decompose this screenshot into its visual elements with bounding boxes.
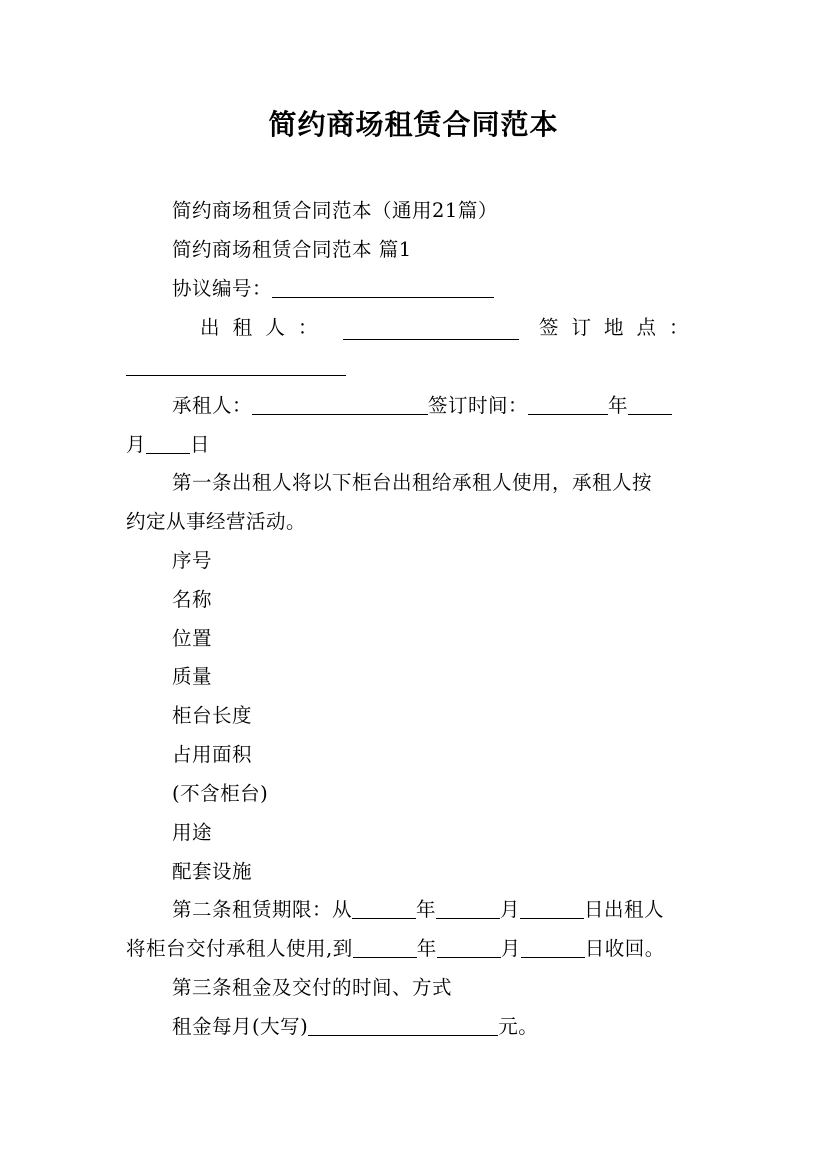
- rent-amount-blank: [308, 1016, 498, 1036]
- item-position: 位置: [172, 627, 213, 650]
- sign-time-label: 签订时间：: [428, 394, 529, 417]
- item-counter-length: 柜台长度: [172, 704, 253, 727]
- start-day-blank: [520, 899, 584, 919]
- clause-1-cont: 约定从事经营活动。: [126, 510, 307, 533]
- end-day-blank: [521, 938, 585, 958]
- lessee-label: 承租人：: [172, 394, 253, 417]
- start-month-blank: [436, 899, 500, 919]
- item-facilities: 配套设施: [172, 860, 253, 883]
- item-area: 占用面积: [172, 743, 253, 766]
- item-usage: 用途: [172, 821, 213, 844]
- item-quality: 质量: [172, 665, 213, 688]
- sign-year-blank: [528, 395, 608, 415]
- lessee-blank: [252, 395, 428, 415]
- item-area-note: (不含柜台): [172, 782, 269, 805]
- agreement-number-label: 协议编号：: [172, 277, 273, 300]
- item-serial: 序号: [172, 549, 213, 572]
- rent-line: 租金每月(大写) 元。: [172, 1015, 539, 1038]
- sign-time-cont: 月 日: [126, 433, 211, 456]
- item-name: 名称: [172, 588, 213, 611]
- clause-2: 第二条租赁期限：从 年 月 日出租人: [172, 898, 665, 921]
- subtitle: 简约商场租赁合同范本（通用21篇）: [172, 199, 498, 222]
- lessee-line: 承租人： 签订时间： 年: [172, 394, 752, 418]
- sign-place-label: 签 订 地 点 ：: [539, 316, 689, 339]
- agreement-number-line: [172, 277, 752, 301]
- sign-day-blank: [146, 434, 190, 454]
- sign-place-line: [126, 355, 706, 379]
- lessor-blank: [343, 320, 519, 340]
- document-title: 简约商场租赁合同范本: [268, 108, 559, 141]
- end-year-blank: [353, 938, 417, 958]
- sign-month-blank: [628, 395, 672, 415]
- section-heading: 简约商场租赁合同范本 篇1: [172, 238, 412, 261]
- end-month-blank: [437, 938, 501, 958]
- clause-1: 第一条出租人将以下柜台出租给承租人使用，承租人按: [172, 471, 653, 494]
- lessor-line: [200, 316, 690, 340]
- lessor-label: 出 租 人 ：: [200, 316, 318, 339]
- sign-place-blank: [126, 356, 346, 376]
- agreement-number-blank: [272, 278, 494, 298]
- clause-3: 第三条租金及交付的时间、方式: [172, 976, 453, 999]
- clause-2-cont: 将柜台交付承租人使用,到 年 月 日收回。: [126, 937, 665, 960]
- start-year-blank: [352, 899, 416, 919]
